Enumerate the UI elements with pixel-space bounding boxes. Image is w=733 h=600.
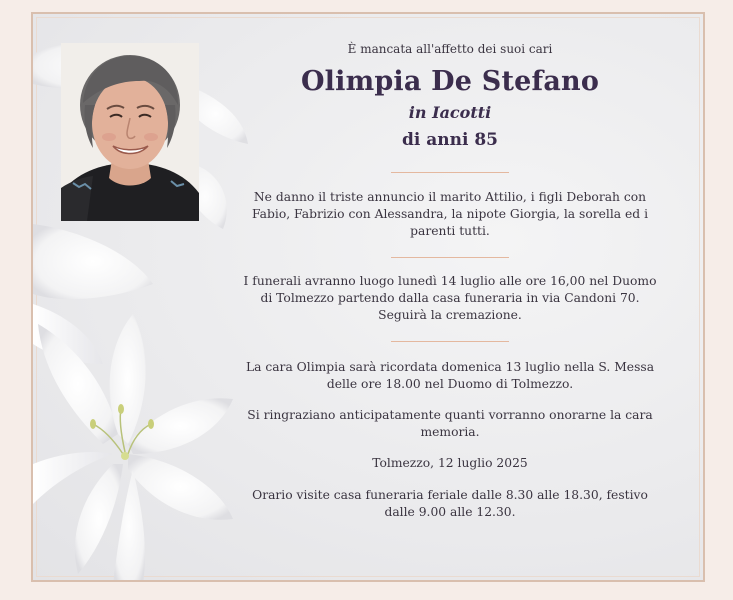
place-date: Tolmezzo, 12 luglio 2025	[372, 456, 528, 470]
announcement-paragraph: Ne danno il triste annuncio il marito Attilio, i figli Deborah con Fabio, Fabrizio con Alessandra, la nipote Giorgia, la sorella ed i parenti tutti.	[251, 190, 649, 238]
visiting-hours-paragraph: Orario visite casa funeraria feriale dalle 8.30 alle 18.30, festivo dalle 9.00 alle 12.30.	[252, 488, 648, 519]
divider	[391, 257, 509, 258]
obituary-card	[31, 12, 705, 582]
deceased-name: Olimpia De Stefano	[300, 66, 600, 97]
divider	[391, 172, 509, 173]
funeral-paragraph: I funerali avranno luogo lunedì 14 luglio alle ore 16,00 nel Duomo di Tolmezzo partendo dalla casa funeraria in via Candoni 70. Seguirà la cremazione.	[243, 274, 657, 322]
married-name: in Iacotti	[408, 103, 492, 122]
divider	[391, 341, 509, 342]
portrait-icon	[61, 43, 199, 221]
portrait-photo	[61, 43, 199, 221]
age-line: di anni 85	[401, 130, 499, 150]
memorial-paragraph: La cara Olimpia sarà ricordata domenica 13 luglio nella S. Messa delle ore 18.00 nel Duomo di Tolmezzo.	[245, 360, 655, 391]
intro-line: È mancata all'affetto dei suoi cari	[347, 42, 553, 56]
thanks-paragraph: Si ringraziano anticipatamente quanti vorranno onorarne la cara memoria.	[247, 408, 653, 439]
